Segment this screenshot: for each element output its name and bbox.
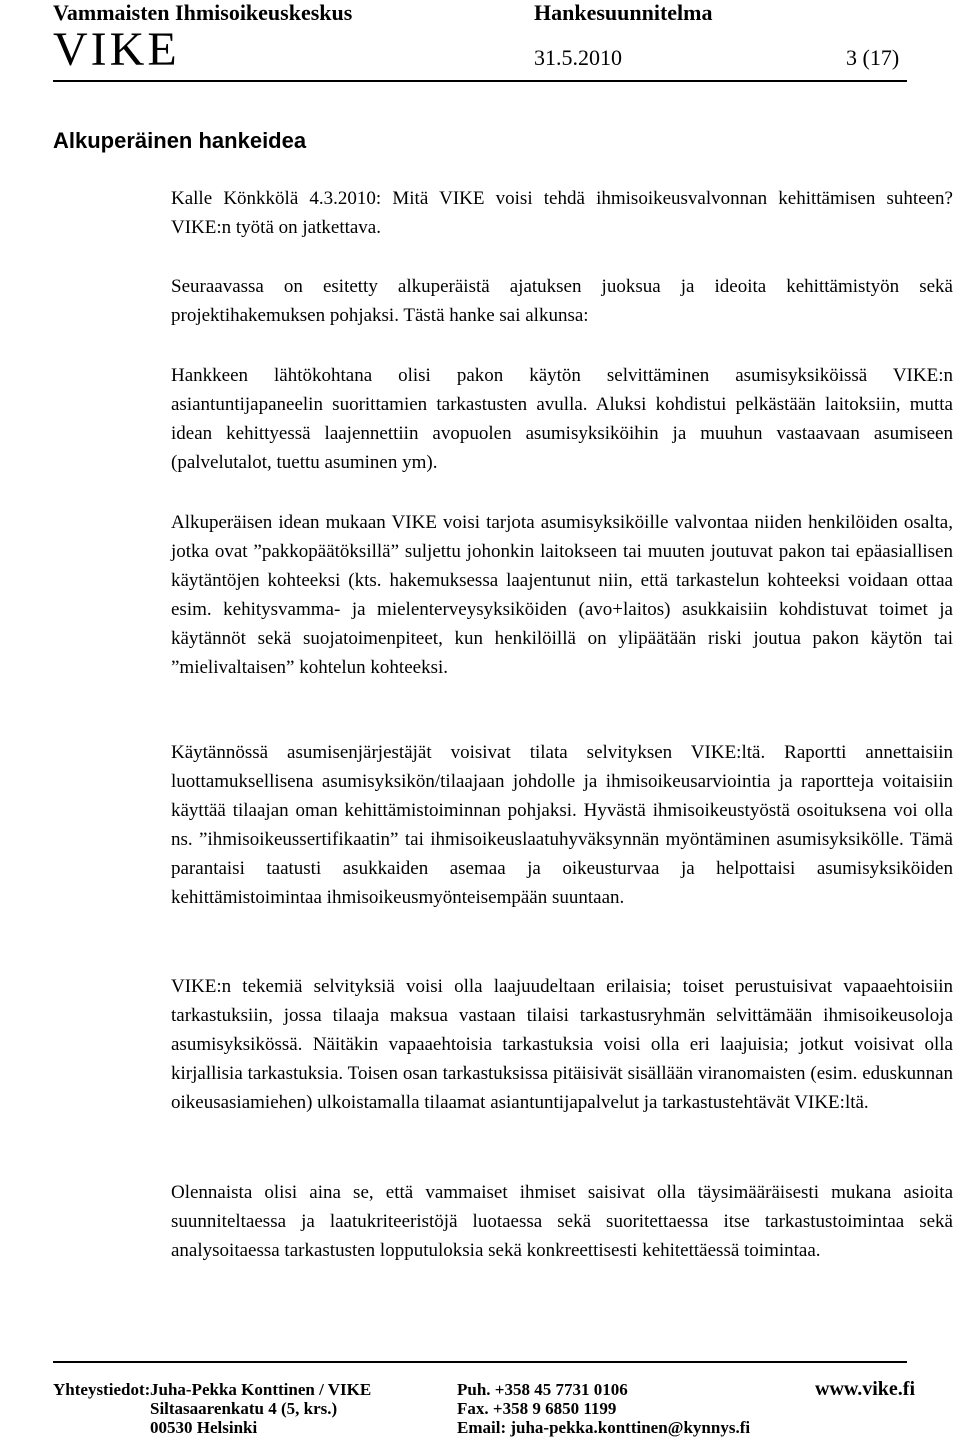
document-type: Hankesuunnitelma xyxy=(534,0,713,25)
paragraph-7: Olennaista olisi aina se, että vammaiset ihmiset saisivat olla täysimääräisesti mukana asioita suunniteltaessa ja laatukriteeristöjä luotaessa sekä suoritettaessa itse tarkastustoimintaa sekä analysoitaessa tarkastusten lopputuloksia sekä konkreettisesti kehitettäessä toimintaa. xyxy=(171,1182,953,1261)
contact-name: Juha-Pekka Konttinen / VIKE xyxy=(150,1380,372,1399)
fax-number: Fax. +358 9 6850 1199 xyxy=(457,1399,617,1418)
section-heading: Alkuperäinen hankeidea xyxy=(53,128,307,153)
footer-address xyxy=(150,1380,371,1437)
address-line-1: Siltasaarenkatu 4 (5, krs.) xyxy=(150,1399,338,1418)
organization-name: Vammaisten Ihmisoikeuskeskus xyxy=(53,0,353,25)
paragraph-6: VIKE:n tekemiä selvityksiä voisi olla laajuudeltaan erilaisia; toiset perustuisivat vapaaehtoisiin tarkastuksiin, jossa tilaaja maksua vastaan tilaisi tarkastusryhmän selvittämään ihmisoikeusoloja asumisyksikössä. Näitäkin vapaaehtoisia tarkastuksia voisi olla eri laajuisia; jotkut voisivat olla kirjallisia tarkastuksia. Toisen osan tarkastuksissa pitäisivät sisällään viranomaisten (esim. eduskunnan oikeusasiamiehen) ulkoistamalla tilaamat asiantuntijapalvelut ja tarkastustehtävät VIKE:ltä. xyxy=(171,976,953,1113)
paragraph-3: Hankkeen lähtökohtana olisi pakon käytön selvittäminen asumisyksiköissä VIKE:n asiantuntijapaneelin suorittamien tarkastusten avulla. Aluksi kohdistui pelkästään laitoksiin, mutta idean kehittyessä laajennettiin avopuolen asumisyksiköihin ja muuhun vastaavaan asumiseen (palvelutalot, tuettu asuminen ym). xyxy=(171,365,953,473)
logo-text: VIKE xyxy=(53,23,180,76)
footer-website[interactable] xyxy=(815,1380,915,1399)
page-number: 3 (17) xyxy=(846,45,900,70)
paragraph-5: Käytännössä asumisenjärjestäjät voisivat tilata selvityksen VIKE:ltä. Raportti annettaisiin luottamuksellisena asumisyksikön/tilaajaan johdolle ja ihmisoikeusarviointia ja raportteja voitaisiin käyttää tilaajan oman kehittämistoiminnan pohjaksi. Hyvästä ihmisoikeustyöstä osoituksena voi olla ns. ”ihmisoikeussertifikaatin” tai ihmisoikeuslaatuhyväksynnän myöntäminen asumisyksikölle. Tämä parantaisi taatusti asukkaiden asemaa ja oikeusturvaa ja helpottaisi asumisyksiköiden kehittämistoimintaa ihmisoikeusmyönteisempään suuntaan. xyxy=(171,742,953,908)
page-header xyxy=(0,0,960,80)
website-link[interactable]: www.vike.fi xyxy=(815,1378,915,1400)
paragraph-2: Seuraavassa on esitetty alkuperäistä ajatuksen juoksua ja ideoita kehittämistyön sekä projektihakemuksen pohjaksi. Tästä hanke sai alkunsa: xyxy=(171,276,953,326)
document-date: 31.5.2010 xyxy=(534,45,622,70)
paragraph-1: Kalle Könkkölä 4.3.2010: Mitä VIKE voisi tehdä ihmisoikeusvalvonnan kehittämisen suhteen? VIKE:n työtä on jatkettava. xyxy=(171,188,953,238)
header-divider xyxy=(53,80,907,82)
footer-divider xyxy=(53,1361,907,1363)
address-line-2: 00530 Helsinki xyxy=(150,1418,258,1437)
footer-contact-label: Yhteystiedot: xyxy=(53,1380,151,1399)
phone-number: Puh. +358 45 7731 0106 xyxy=(457,1380,628,1399)
paragraph-4: Alkuperäisen idean mukaan VIKE voisi tarjota asumisyksiköille valvontaa niiden henkilöiden osalta, jotka ovat ”pakkopäätöksillä” suljettu johonkin laitokseen tai muuten joutuvat pakon tai epäasiallisen käytäntöjen kohteeksi (kts. hakemuksessa laajentunut niin, että tarkastelun kohteeksi voidaan ottaa esim. kehitysvamma- ja mielenterveysyksiköiden (avo+laitos) asukkaisiin kohdistuvat toimet ja käytännöt sekä suojatoimenpiteet, kun henkilöillä on ylipäätään riski joutua pakon käytön tai ”mielivaltaisen” kohtelun kohteeksi. xyxy=(171,512,953,678)
footer-communications xyxy=(457,1380,750,1437)
email-address[interactable]: Email: juha-pekka.konttinen@kynnys.fi xyxy=(457,1418,751,1437)
